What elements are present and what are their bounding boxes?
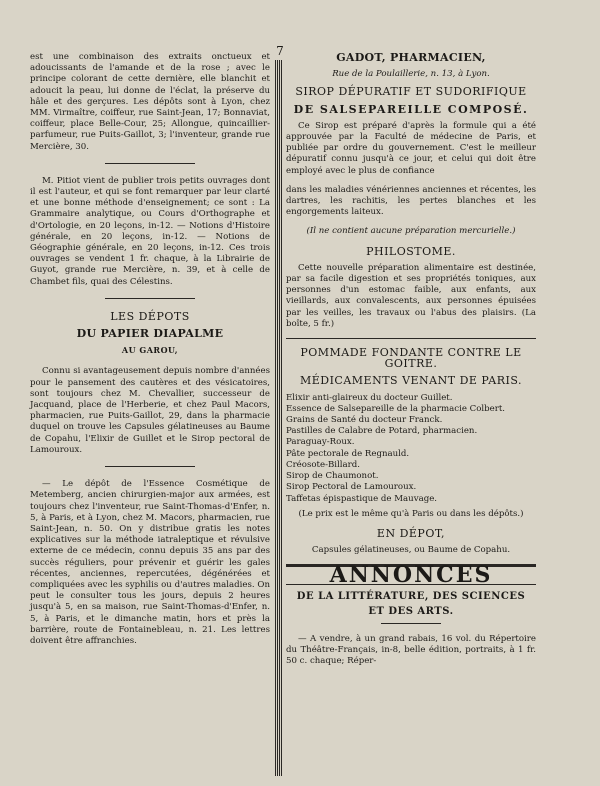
garou-heading: AU GAROU, bbox=[121, 345, 179, 356]
separator-rule bbox=[381, 623, 441, 624]
medicaments-list bbox=[286, 393, 536, 505]
list-item: Pastilles de Calabre de Potard, pharmacien. bbox=[286, 426, 478, 437]
gadot-heading: GADOT, PHARMACIEN, bbox=[336, 51, 486, 64]
a-vendre-paragraph: — A vendre, à un grand rabais, 16 vol. du Répertoire du Théâtre-Français, in-8, belle édition, portraits, à 1 fr. 50 c. chaque; Réper- bbox=[286, 633, 536, 667]
medicaments-heading: MÉDICAMENTS VENANT DE PARIS. bbox=[299, 374, 523, 388]
arts-heading: ET DES ARTS. bbox=[368, 605, 454, 617]
salsepareille-heading: DE SALSEPAREILLE COMPOSÉ. bbox=[293, 102, 529, 116]
pitiot-paragraph: M. Pitiot vient de publier trois petits ouvrages dont il est l'auteur, et qui se font remarquer par leur clarté et une bonne méthode d'enseignement; ce sont : La Grammaire analytique, ou Cours d'Orthographe et d'Ortologie, en 20 leçons, in-12. — Notions d'Histoire générale, en 20 leçons, in-12. — Notions de Géographie générale, en 20 leçons, in-12. Ces trois ouvrages se vendent 1 fr. chaque, à la Librairie de Guyot, grande rue Mercière, n. 39, et à celle de Chambet fils, quai des Célestins. bbox=[30, 175, 270, 287]
mercure-note: (Il ne contient aucune préparation mercurielle.) bbox=[306, 226, 516, 237]
list-item: Pâte pectorale de Regnauld. bbox=[286, 448, 410, 459]
philostome-paragraph: Cette nouvelle préparation alimentaire est destinée, par sa facile digestion et ses propriétés toniques, aux personnes d'un estomac faible, aux enfants, aux vieillards, aux convalescents, aux personnes épuisées par les veilles, les travaux ou l'abus des plaisirs. (La boîte, 5 fr.) bbox=[286, 262, 536, 329]
sirop-heading: SIROP DÉPURATIF ET SUDORIFIQUE bbox=[295, 85, 527, 99]
philostome-heading: PHILOSTOME. bbox=[366, 244, 456, 258]
cosmetic-paragraph: est une combinaison des extraits onctueux et adoucissants de l'amande et de la rose ; avec le principe colorant de cette dernière, elle blanchit et adoucit la peau, lui donne de l'éclat, la préserve du hâle et des gerçures. Les dépôts sont à Lyon, chez MM. Virmaître, coiffeur, rue Saint-Jean, 17; Bonnaviat, coiffeur, place Belle-Cour, 25; Allongue, quincaillier-parfumeur, rue Puits-Gaillot, 3; l'inventeur, grande rue Mercière, 30. bbox=[30, 52, 270, 152]
list-item: Elixir anti-glaireux du docteur Guillet. bbox=[286, 392, 453, 403]
column-divider-right bbox=[279, 60, 282, 776]
annonces-title: ANNONCES bbox=[286, 564, 536, 584]
list-item: Essence de Salsepareille de la pharmacie Colbert. bbox=[286, 403, 506, 414]
prix-note: (Le prix est le même qu'à Paris ou dans les dépôts.) bbox=[298, 508, 524, 519]
sirop-paragraph: Ce Sirop est préparé d'après la formule qui a été approuvée par la Faculté de médecine de Paris, et publiée par ordre du gouvernement. C'est le meilleur dépuratif connu jusqu'à ce jour, et celui qui doit être employé avec le plus de confiance bbox=[286, 120, 536, 176]
list-item: Paraguay-Roux. bbox=[286, 437, 355, 448]
separator-rule bbox=[105, 298, 195, 299]
right-column bbox=[286, 52, 536, 676]
papier-paragraph: Connu si avantageusement depuis nombre d'années pour le pansement des cautères et des vésicatoires, sont toujours chez M. Chevallier, successeur de Jacquand, place de l'Herberie, et chez Paul Macors, pharmacien, rue Puits-Gaillot, 29, dans la pharmacie duquel on trouve les Capsules gélatineuses au Baume de Copahu, l'Elixir de Guillet et le Sirop pectoral de Lamouroux. bbox=[30, 366, 270, 455]
capsules-line: Capsules gélatineuses, ou Baume de Copahu. bbox=[311, 545, 511, 556]
papier-heading: DU PAPIER DIAPALME bbox=[76, 327, 224, 341]
depots-heading: LES DÉPOTS bbox=[110, 309, 190, 323]
list-item: Sirop Pectoral de Lamouroux. bbox=[286, 482, 417, 493]
list-item: Créosote-Billard. bbox=[286, 459, 360, 470]
page-number: 7 bbox=[276, 44, 284, 58]
left-column bbox=[30, 52, 270, 655]
separator-rule bbox=[286, 338, 536, 339]
essence-paragraph: — Le dépôt de l'Essence Cosmétique de Metemberg, ancien chirurgien-major aux armées, est toujours chez l'inventeur, rue Saint-Thomas-d'Enfer, n. 5, à Paris, et à Lyon, chez M. Macors, pharmacien, rue Saint-Jean, n. 50. On y distribue gratis les notes explicatives sur la méthode iatraleptique et révulsive externe de ce médecin, connu depuis 35 ans par des succès réguliers, pour prévenir et guérir les gales récentes, anciennes, repercutées, dégénérées et compliquées avec les syphilis ou d'autres maladies. On peut le consulter tous les jours, depuis 2 heures jusqu'à 5, en sa maison, rue Saint-Thomas-d'Enfer, n. 5, à Paris, et le dimanche matin, hors et près la barrière, route de Fontainebleau, n. 21. Les lettres doivent être affranchies. bbox=[30, 479, 270, 646]
separator-rule bbox=[105, 466, 195, 467]
list-item: Taffetas épispastique de Mauvage. bbox=[286, 493, 438, 504]
column-divider-left bbox=[275, 60, 278, 776]
separator-rule bbox=[105, 163, 195, 164]
maladies-paragraph: dans les maladies vénériennes anciennes et récentes, les dartres, les rachitis, les pertes blanches et les engorgements laiteux. bbox=[286, 184, 536, 218]
list-item: Grains de Santé du docteur Franck. bbox=[286, 415, 443, 426]
litterature-heading: DE LA LITTÉRATURE, DES SCIENCES bbox=[296, 590, 526, 602]
gadot-address: Rue de la Poulaillerie, n. 13, à Lyon. bbox=[332, 69, 490, 80]
list-item: Sirop de Chaumonot. bbox=[286, 471, 379, 482]
pommade-heading: POMMADE FONDANTE CONTRE LE GOITRE. bbox=[300, 346, 522, 371]
depot-heading: EN DÉPOT, bbox=[376, 526, 446, 540]
